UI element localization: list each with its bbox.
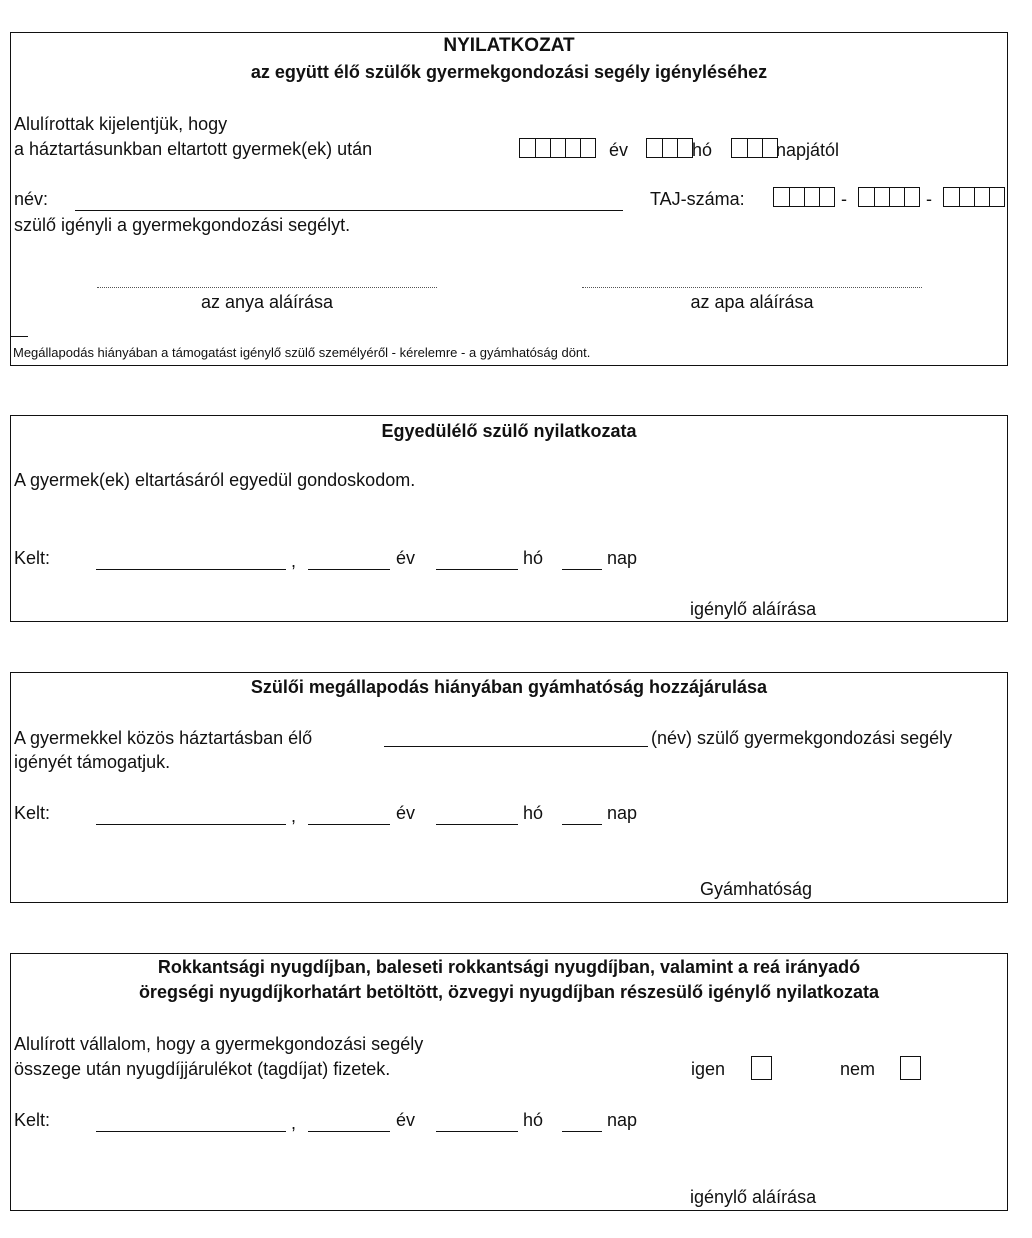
month-label-2: hó	[523, 548, 544, 568]
yes-checkbox[interactable]	[751, 1056, 772, 1080]
day-label: napjától	[776, 140, 840, 160]
day-field-4[interactable]	[562, 1131, 602, 1132]
section1-subtitle: az együtt élő szülők gyermekgondozási segély igényléséhez	[250, 62, 768, 82]
note-divider	[10, 336, 28, 337]
pensioner-line-2: összege után nyugdíjjárulékot (tagdíjat) fizetek.	[14, 1059, 391, 1079]
year-label-2: év	[396, 548, 416, 568]
place-field-3[interactable]	[96, 824, 286, 825]
day-field-2[interactable]	[562, 569, 602, 570]
section4-title-line-2: öregségi nyugdíjkorhatárt betöltött, özvegyi nyugdíjban részesülő igénylő nyilatkozata	[138, 982, 880, 1002]
father-signature-line[interactable]	[582, 287, 922, 288]
name-field[interactable]	[75, 210, 623, 211]
mother-signature-label: az anya aláírása	[200, 292, 334, 312]
month-field-2[interactable]	[436, 569, 518, 570]
single-parent-statement: A gyermek(ek) eltartásáról egyedül gondoskodom.	[14, 470, 416, 490]
guardianship-line-2: igényét támogatjuk.	[14, 752, 171, 772]
intro-line-2: a háztartásunkban eltartott gyermek(ek) után	[14, 139, 373, 159]
section4-title-line-1: Rokkantsági nyugdíjban, baleseti rokkantsági nyugdíjban, valamint a reá irányadó	[157, 957, 861, 977]
taj-boxes-2[interactable]	[858, 187, 920, 207]
month-label-4: hó	[523, 1110, 544, 1130]
day-field-3[interactable]	[562, 824, 602, 825]
intro-line-1: Alulírottak kijelentjük, hogy	[14, 114, 228, 134]
claim-line: szülő igényli a gyermekgondozási segélyt.	[14, 215, 351, 235]
name-label: név:	[14, 189, 49, 209]
taj-label: TAJ-száma:	[650, 189, 745, 209]
day-label-3: nap	[607, 803, 638, 823]
kelt-label-3: Kelt:	[14, 803, 51, 823]
guardianship-line-1b: (név) szülő gyermekgondozási segély	[651, 728, 953, 748]
guardianship-section	[10, 672, 1008, 903]
year-boxes[interactable]	[519, 138, 596, 158]
month-label: hó	[692, 140, 713, 160]
single-parent-section	[10, 415, 1008, 622]
footnote: Megállapodás hiányában a támogatást igénylő szülő személyéről - kérelemre - a gyámhatóság dönt.	[13, 345, 591, 360]
taj-boxes-3[interactable]	[943, 187, 1005, 207]
guardianship-signature: Gyámhatóság	[700, 879, 813, 899]
no-checkbox[interactable]	[900, 1056, 921, 1080]
guardianship-line-1a: A gyermekkel közös háztartásban élő	[14, 728, 313, 748]
comma-2: ,	[291, 551, 297, 571]
month-field-4[interactable]	[436, 1131, 518, 1132]
year-label: év	[609, 140, 629, 160]
section1-title: NYILATKOZAT	[443, 35, 575, 56]
place-field-2[interactable]	[96, 569, 286, 570]
section3-title: Szülői megállapodás hiányában gyámhatóság hozzájárulása	[250, 677, 768, 697]
yes-label: igen	[691, 1059, 726, 1079]
month-boxes[interactable]	[646, 138, 693, 158]
applicant-signature-2: igénylő aláírása	[690, 599, 817, 619]
applicant-signature-4: igénylő aláírása	[690, 1187, 817, 1207]
section2-title: Egyedülélő szülő nyilatkozata	[381, 421, 637, 441]
day-boxes[interactable]	[731, 138, 778, 158]
taj-dash-1: -	[841, 189, 847, 209]
day-label-4: nap	[607, 1110, 638, 1130]
no-label: nem	[840, 1059, 876, 1079]
kelt-label-2: Kelt:	[14, 548, 51, 568]
month-field-3[interactable]	[436, 824, 518, 825]
year-field-3[interactable]	[308, 824, 390, 825]
taj-dash-2: -	[926, 189, 932, 209]
taj-boxes-1[interactable]	[773, 187, 835, 207]
pensioner-line-1: Alulírott vállalom, hogy a gyermekgondozási segély	[14, 1034, 424, 1054]
year-label-4: év	[396, 1110, 416, 1130]
parent-name-field[interactable]	[384, 746, 648, 747]
mother-signature-line[interactable]	[97, 287, 437, 288]
year-field-4[interactable]	[308, 1131, 390, 1132]
day-label-2: nap	[607, 548, 638, 568]
comma-3: ,	[291, 806, 297, 826]
place-field-4[interactable]	[96, 1131, 286, 1132]
month-label-3: hó	[523, 803, 544, 823]
year-label-3: év	[396, 803, 416, 823]
year-field-2[interactable]	[308, 569, 390, 570]
father-signature-label: az apa aláírása	[690, 292, 814, 312]
kelt-label-4: Kelt:	[14, 1110, 51, 1130]
comma-4: ,	[291, 1113, 297, 1133]
